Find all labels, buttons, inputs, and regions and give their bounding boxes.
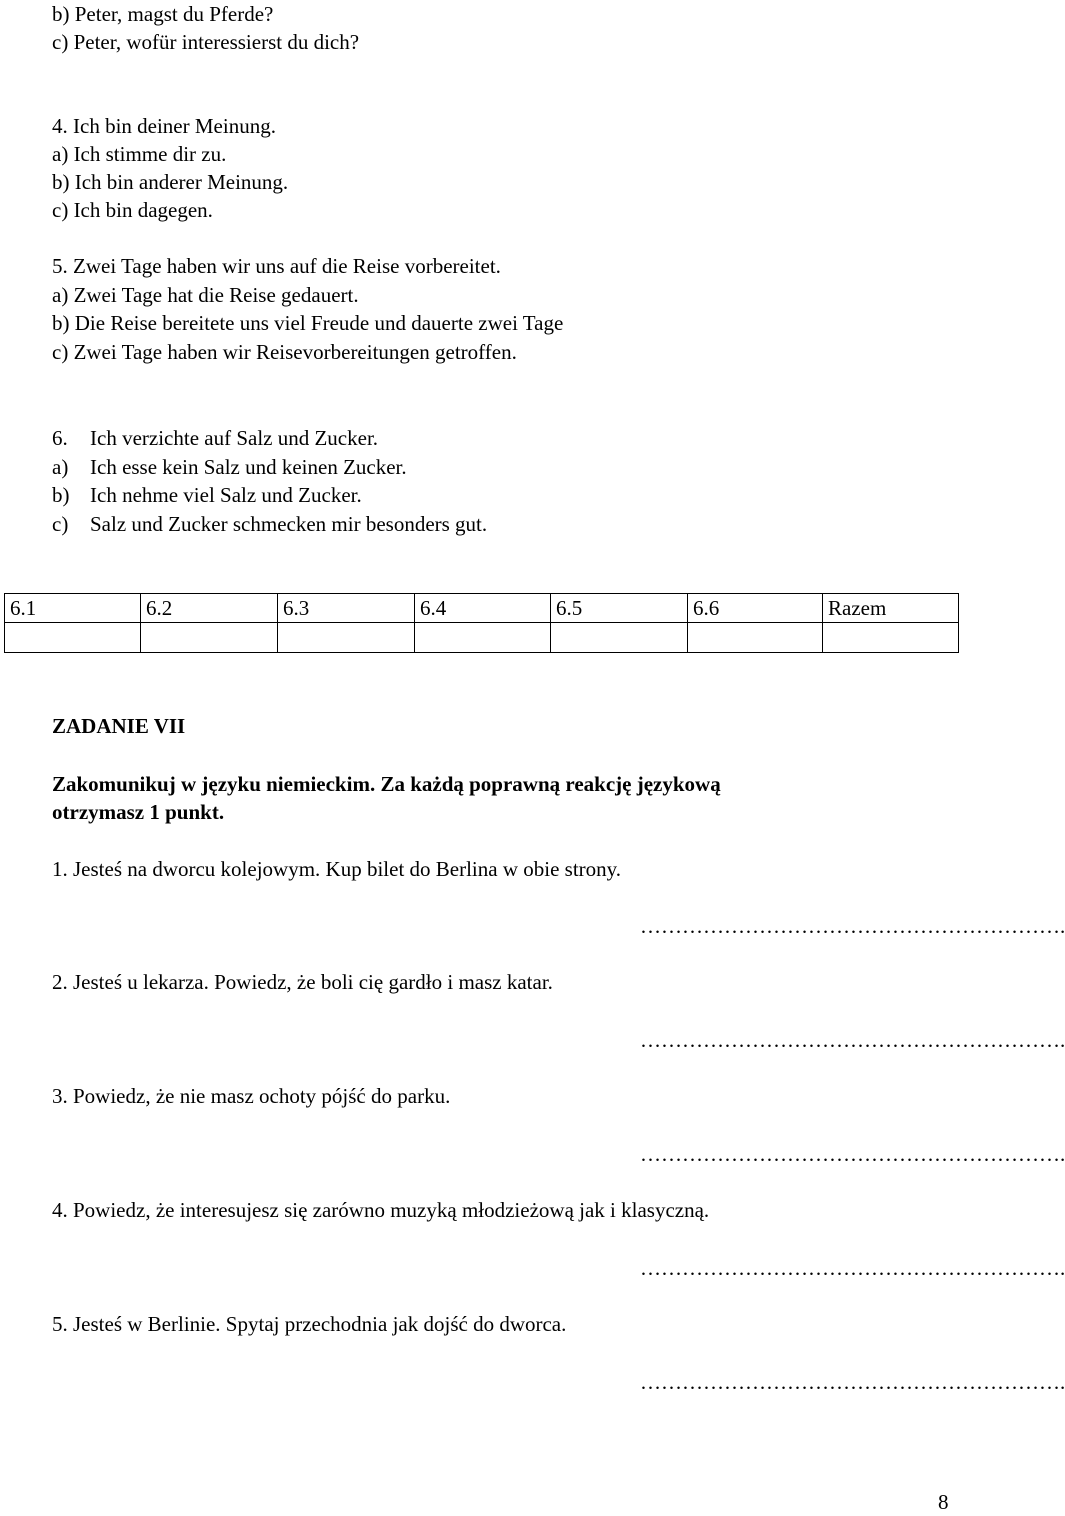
score-cell-6-1[interactable]	[5, 623, 141, 653]
q4-option-a: a) Ich stimme dir zu.	[52, 142, 227, 166]
q5-option-b: b) Die Reise bereitete uns viel Freude und dauerte zwei Tage	[52, 311, 564, 335]
task7-title: ZADANIE VII	[52, 714, 186, 738]
q3-option-b: b) Peter, magst du Pferde?	[52, 2, 274, 26]
task7-instruction-line2: otrzymasz 1 punkt.	[52, 800, 225, 824]
q6-number: 6.	[52, 426, 68, 450]
answer-line-4[interactable]: …………………………………………………….	[640, 1256, 1065, 1280]
task7-item-5: 5. Jesteś w Berlinie. Spytaj przechodnia jak dojść do dworca.	[52, 1312, 567, 1336]
task7-item-4: 4. Powiedz, że interesujesz się zarówno muzyką młodzieżową jak i klasyczną.	[52, 1198, 710, 1222]
q5-option-c: c) Zwei Tage haben wir Reisevorbereitungen getroffen.	[52, 340, 517, 364]
q6-stem: Ich verzichte auf Salz und Zucker.	[90, 426, 379, 450]
q6-option-c: Salz und Zucker schmecken mir besonders gut.	[90, 512, 488, 536]
score-header-6-4: 6.4	[415, 594, 551, 623]
task7-instruction-line1: Zakomunikuj w języku niemieckim. Za każdą poprawną reakcję językową	[52, 772, 721, 796]
score-header-6-3: 6.3	[278, 594, 415, 623]
q6-option-a-letter: a)	[52, 455, 69, 479]
answer-line-1[interactable]: …………………………………………………….	[640, 914, 1065, 938]
q6-option-a: Ich esse kein Salz und keinen Zucker.	[90, 455, 407, 479]
score-cell-6-2[interactable]	[141, 623, 278, 653]
q5-option-a: a) Zwei Tage hat die Reise gedauert.	[52, 283, 359, 307]
q6-option-b-letter: b)	[52, 483, 70, 507]
q6-option-b: Ich nehme viel Salz und Zucker.	[90, 483, 362, 507]
score-header-6-2: 6.2	[141, 594, 278, 623]
score-cell-6-6[interactable]	[688, 623, 823, 653]
score-table-header-row	[5, 594, 959, 623]
score-header-6-6: 6.6	[688, 594, 823, 623]
q6-option-a-row	[52, 453, 407, 481]
q3-option-c: c) Peter, wofür interessierst du dich?	[52, 30, 360, 54]
q4-stem: 4. Ich bin deiner Meinung.	[52, 114, 276, 138]
q4-option-b: b) Ich bin anderer Meinung.	[52, 170, 289, 194]
score-header-6-1: 6.1	[5, 594, 141, 623]
page-number: 8	[938, 1490, 949, 1514]
q6-option-c-row	[52, 510, 487, 538]
q4-option-c: c) Ich bin dagegen.	[52, 198, 213, 222]
task7-item-3: 3. Powiedz, że nie masz ochoty pójść do parku.	[52, 1084, 451, 1108]
answer-line-3[interactable]: …………………………………………………….	[640, 1142, 1065, 1166]
q6-stem-row	[52, 424, 378, 452]
score-table-entry-row	[5, 623, 959, 653]
score-cell-6-3[interactable]	[278, 623, 415, 653]
score-table	[4, 593, 959, 653]
score-header-6-5: 6.5	[551, 594, 688, 623]
task7-item-2: 2. Jesteś u lekarza. Powiedz, że boli cię gardło i masz katar.	[52, 970, 553, 994]
task7-item-1: 1. Jesteś na dworcu kolejowym. Kup bilet do Berlina w obie strony.	[52, 857, 622, 881]
answer-line-5[interactable]: …………………………………………………….	[640, 1370, 1065, 1394]
score-header-total: Razem	[823, 594, 959, 623]
q6-option-b-row	[52, 481, 362, 509]
score-cell-6-5[interactable]	[551, 623, 688, 653]
score-cell-6-4[interactable]	[415, 623, 551, 653]
answer-line-2[interactable]: …………………………………………………….	[640, 1028, 1065, 1052]
q6-option-c-letter: c)	[52, 512, 69, 536]
q5-stem: 5. Zwei Tage haben wir uns auf die Reise vorbereitet.	[52, 254, 501, 278]
score-cell-total[interactable]	[823, 623, 959, 653]
